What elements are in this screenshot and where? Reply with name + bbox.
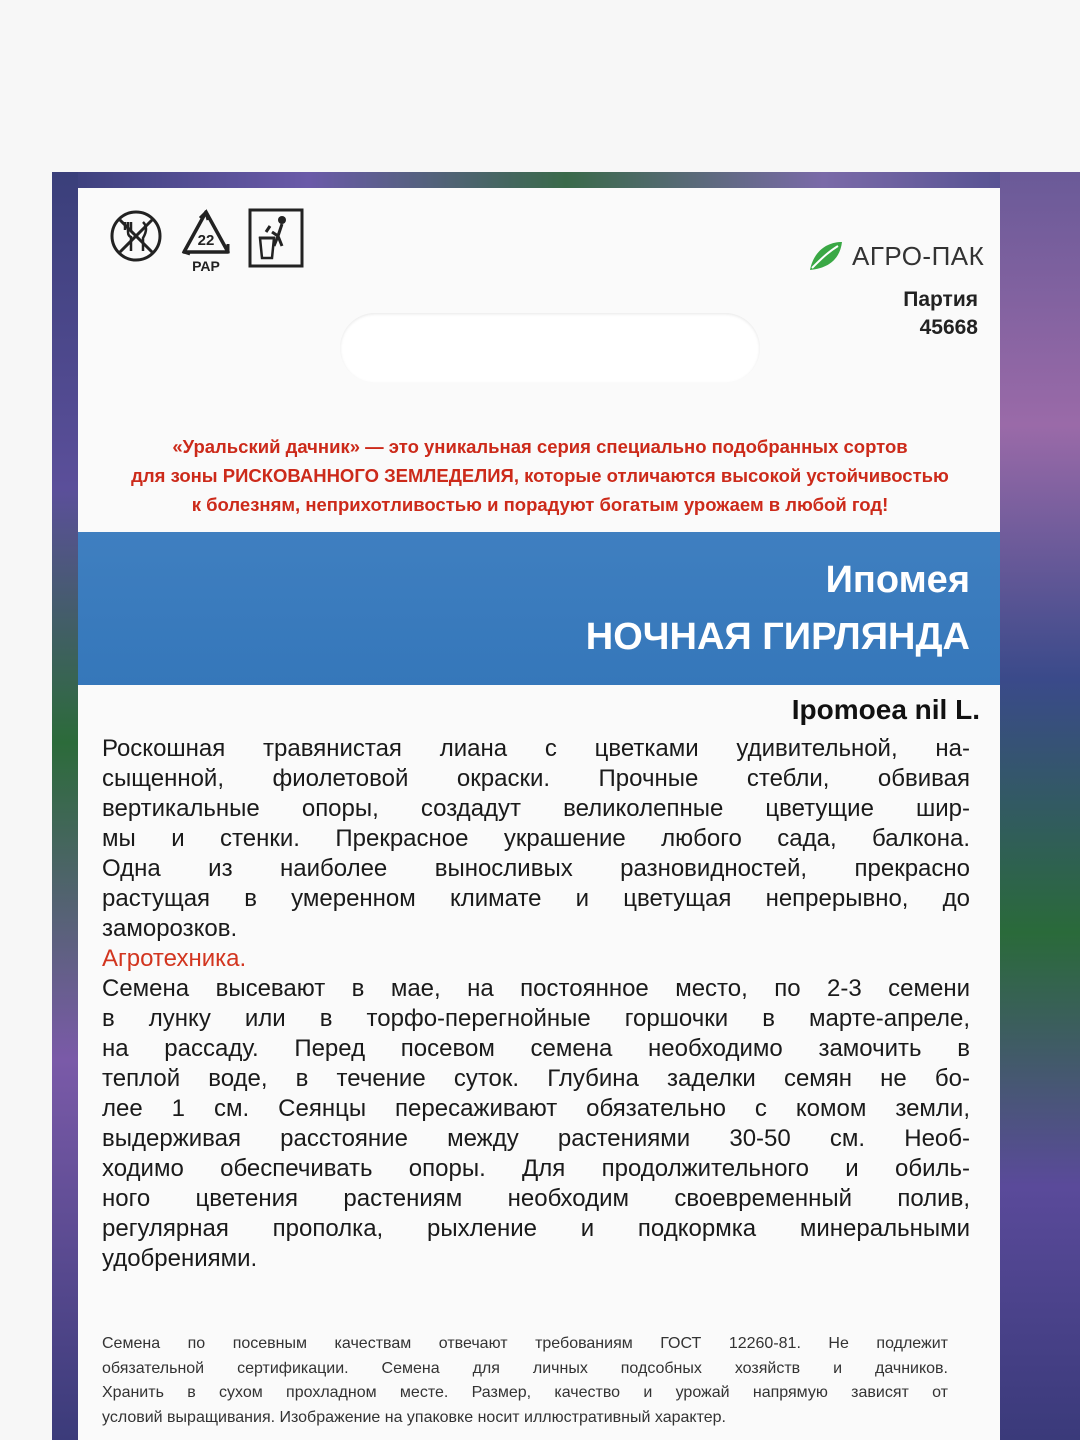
- description: [102, 734, 970, 1274]
- description-line: вертикальные опоры, создадут великолепные цветущие шир-: [102, 795, 970, 822]
- trash-bin-icon: [248, 208, 304, 268]
- latin-name: Ipomoea nil L.: [791, 694, 980, 725]
- footer-line: обязательной сертификации. Семена для личных подсобных хозяйств и дачников.: [102, 1359, 948, 1377]
- footer-line: условий выращивания. Изображение на упаковке носит иллюстративный характер.: [102, 1408, 726, 1426]
- brand-name: АГРО-ПАК: [852, 240, 985, 271]
- leaf-logo-icon: [808, 240, 844, 272]
- series-promo: [96, 432, 984, 519]
- promo-line: «Уральский дачник» — это уникальная серия специально подобранных сортов: [172, 436, 908, 457]
- agrotech-line: лее 1 см. Сеянцы пересаживают обязательно с комом земли,: [102, 1095, 970, 1122]
- agrotech-heading: Агротехника.: [102, 945, 247, 972]
- description-line: заморозков.: [102, 915, 238, 942]
- agrotech-line: удобрениями.: [102, 1245, 258, 1272]
- agrotech-line: ного цветения растениям необходим своевременный полив,: [102, 1185, 970, 1212]
- title-banner: [78, 532, 1000, 685]
- eco-icons: [108, 208, 304, 280]
- legal-footer: [102, 1332, 948, 1430]
- footer-line: Семена по посевным качествам отвечают требованиям ГОСТ 12260-81. Не подлежит: [102, 1335, 948, 1352]
- agrotech-line: регулярная прополка, рыхление и подкормка минеральными: [102, 1215, 970, 1242]
- agrotech-line: на рассаду. Перед посевом семена необходимо замочить в: [102, 1035, 970, 1062]
- variety-name: НОЧНАЯ ГИРЛЯНДА: [585, 616, 970, 658]
- hang-hole: [340, 313, 760, 383]
- agrotech-line: в лунку или в торфо-перегнойные горшочки в марте-апреле,: [102, 1005, 970, 1032]
- description-line: сыщенной, фиолетовой окраски. Прочные стебли, обвивая: [102, 765, 970, 792]
- recycle-icon: [178, 208, 234, 262]
- package-right-edge: [1000, 172, 1080, 1440]
- promo-line: к болезням, неприхотливостью и порадуют богатым урожаем в любой год!: [191, 494, 889, 515]
- product-title: Ипомея: [825, 559, 970, 601]
- recycle-material-label: PAP: [192, 258, 220, 274]
- batch-label: Партия: [903, 288, 978, 311]
- description-line: Одна из наиболее выносливых разновидностей, прекрасно: [102, 855, 970, 882]
- agrotech-line: ходимо обеспечивать опоры. Для продолжительного и обиль-: [102, 1155, 970, 1182]
- agrotech-line: Семена высевают в мае, на постоянное место, по 2-3 семени: [102, 975, 970, 1002]
- footer-line: Хранить в сухом прохладном месте. Размер, качество и урожай напрямую зависят от: [102, 1384, 948, 1401]
- description-line: Роскошная травянистая лиана с цветками удивительной, на-: [102, 735, 970, 762]
- description-line: мы и стенки. Прекрасное украшение любого сада, балкона.: [102, 825, 970, 852]
- promo-line: для зоны РИСКОВАННОГО ЗЕМЛЕДЕЛИЯ, которые отличаются высокой устойчивостью: [131, 465, 949, 486]
- brand-logo: [808, 240, 984, 272]
- not-food-safe-icon: [108, 208, 164, 264]
- batch-number: 45668: [919, 316, 978, 339]
- description-line: растущая в умеренном климате и цветущая непрерывно, до: [102, 885, 970, 912]
- recycle-mark: [178, 208, 234, 274]
- agrotech-line: выдерживая расстояние между растениями 30-50 см. Необ-: [102, 1125, 970, 1152]
- package-left-edge: [52, 172, 78, 1440]
- agrotech-line: теплой воде, в течение суток. Глубина заделки семян не бо-: [102, 1065, 970, 1092]
- recycle-code: 22: [197, 232, 215, 249]
- package-top-edge: [52, 172, 1080, 188]
